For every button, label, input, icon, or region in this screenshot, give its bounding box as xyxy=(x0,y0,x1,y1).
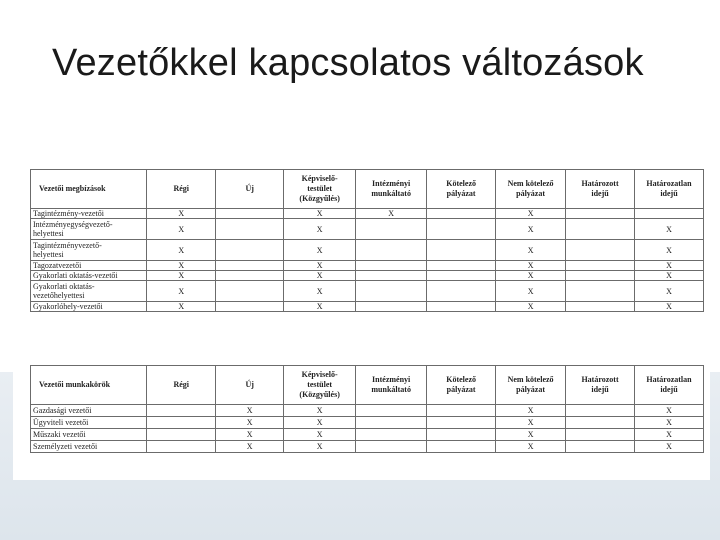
column-header: Régi xyxy=(147,366,216,405)
row-label: Gyakorlati oktatás-vezetői xyxy=(31,271,147,281)
table-cell: X xyxy=(356,209,427,219)
table-cell xyxy=(356,261,427,271)
table-cell: X xyxy=(635,271,704,281)
column-header: Intézményi munkáltató xyxy=(356,170,427,209)
column-header: Vezetői munkakörök xyxy=(31,366,147,405)
table-cell xyxy=(427,209,496,219)
table-cell xyxy=(566,271,635,281)
table-cell: X xyxy=(147,302,216,312)
row-label: Gazdasági vezetői xyxy=(31,405,147,417)
row-label: Gyakorlóhely-vezetői xyxy=(31,302,147,312)
table-cell xyxy=(216,219,284,240)
table-cell xyxy=(216,240,284,261)
table-cell xyxy=(566,261,635,271)
table-cell xyxy=(566,417,635,429)
table-cell xyxy=(566,429,635,441)
table-cell: X xyxy=(635,219,704,240)
table-cell xyxy=(356,417,427,429)
table-cell xyxy=(427,417,496,429)
table-cell xyxy=(427,261,496,271)
table-cell: X xyxy=(284,261,356,271)
table-cell: X xyxy=(635,405,704,417)
column-header: Határozatlan idejű xyxy=(635,170,704,209)
table-cell: X xyxy=(216,441,284,453)
table-row xyxy=(31,271,704,281)
column-header: Új xyxy=(216,366,284,405)
table-cell xyxy=(566,209,635,219)
table-cell xyxy=(427,240,496,261)
table-cell xyxy=(356,219,427,240)
table-cell: X xyxy=(496,271,566,281)
table-cell xyxy=(147,441,216,453)
table-cell: X xyxy=(147,240,216,261)
row-label: Ügyviteli vezetői xyxy=(31,417,147,429)
table-cell: X xyxy=(216,429,284,441)
column-header: Képviselő- testület (Közgyűlés) xyxy=(284,366,356,405)
table-cell xyxy=(356,429,427,441)
table-cell xyxy=(566,441,635,453)
table-cell xyxy=(566,219,635,240)
table-cell: X xyxy=(496,281,566,302)
table-cell: X xyxy=(496,302,566,312)
table-cell: X xyxy=(635,302,704,312)
column-header: Vezetői megbízások xyxy=(31,170,147,209)
table-cell: X xyxy=(216,417,284,429)
column-header: Határozatlan idejű xyxy=(635,366,704,405)
table-cell xyxy=(147,417,216,429)
row-label: Műszaki vezetői xyxy=(31,429,147,441)
table-cell xyxy=(147,429,216,441)
row-label: Tagozatvezetői xyxy=(31,261,147,271)
table-row xyxy=(31,302,704,312)
table-cell xyxy=(566,281,635,302)
column-header: Új xyxy=(216,170,284,209)
column-header: Kötelező pályázat xyxy=(427,170,496,209)
table-row xyxy=(31,240,704,261)
table-cell xyxy=(566,405,635,417)
table-cell xyxy=(427,441,496,453)
row-label: Tagintézmény-vezetői xyxy=(31,209,147,219)
table-cell: X xyxy=(635,261,704,271)
table-cell xyxy=(356,302,427,312)
table-cell xyxy=(147,405,216,417)
column-header: Kötelező pályázat xyxy=(427,366,496,405)
table-cell: X xyxy=(147,209,216,219)
table-cell: X xyxy=(496,429,566,441)
column-header: Képviselő- testület (Közgyűlés) xyxy=(284,170,356,209)
leadership-assignments-table xyxy=(30,169,704,312)
table-cell: X xyxy=(496,219,566,240)
column-header: Határozott idejű xyxy=(566,170,635,209)
table-row xyxy=(31,417,704,429)
row-label: Tagintézményvezető- helyettesi xyxy=(31,240,147,261)
column-header: Határozott idejű xyxy=(566,366,635,405)
row-label: Intézményegységvezető- helyettesi xyxy=(31,219,147,240)
row-label: Gyakorlati oktatás- vezetőhelyettesi xyxy=(31,281,147,302)
slide-title: Vezetőkkel kapcsolatos változások xyxy=(52,42,644,84)
table-cell: X xyxy=(496,441,566,453)
table-cell xyxy=(427,302,496,312)
table-cell: X xyxy=(147,261,216,271)
table-cell: X xyxy=(284,219,356,240)
table-cell xyxy=(427,429,496,441)
table-cell xyxy=(356,405,427,417)
table-cell: X xyxy=(496,261,566,271)
table-cell: X xyxy=(635,281,704,302)
table-cell: X xyxy=(147,281,216,302)
table-row xyxy=(31,441,704,453)
column-header: Nem kötelező pályázat xyxy=(496,366,566,405)
tables-panel xyxy=(13,145,710,480)
table-cell xyxy=(356,441,427,453)
leadership-positions-table xyxy=(30,365,704,453)
table-cell xyxy=(216,209,284,219)
table-row xyxy=(31,429,704,441)
table-row xyxy=(31,219,704,240)
table-cell: X xyxy=(284,281,356,302)
row-label: Személyzeti vezetői xyxy=(31,441,147,453)
table-row xyxy=(31,209,704,219)
table-cell: X xyxy=(284,405,356,417)
table-row xyxy=(31,261,704,271)
table-cell: X xyxy=(496,417,566,429)
table-cell: X xyxy=(635,240,704,261)
table-cell xyxy=(427,271,496,281)
table-cell xyxy=(216,281,284,302)
table-header-row xyxy=(31,366,704,405)
table-cell: X xyxy=(284,429,356,441)
table-cell: X xyxy=(496,209,566,219)
table-cell xyxy=(427,281,496,302)
table-cell: X xyxy=(284,441,356,453)
table-cell xyxy=(427,405,496,417)
table-cell xyxy=(356,271,427,281)
table-cell xyxy=(356,240,427,261)
table-cell: X xyxy=(635,429,704,441)
table-cell: X xyxy=(284,240,356,261)
table-cell: X xyxy=(147,219,216,240)
table-cell: X xyxy=(496,240,566,261)
table-cell: X xyxy=(635,417,704,429)
table-cell xyxy=(356,281,427,302)
table-row xyxy=(31,405,704,417)
table-cell: X xyxy=(284,209,356,219)
table-cell xyxy=(635,209,704,219)
table-cell: X xyxy=(284,417,356,429)
table-cell xyxy=(216,271,284,281)
table-cell: X xyxy=(216,405,284,417)
table-cell xyxy=(216,261,284,271)
table-cell xyxy=(566,240,635,261)
table-row xyxy=(31,281,704,302)
table-cell: X xyxy=(496,405,566,417)
table-cell: X xyxy=(147,271,216,281)
table-cell: X xyxy=(635,441,704,453)
table-cell xyxy=(427,219,496,240)
column-header: Régi xyxy=(147,170,216,209)
table-header-row xyxy=(31,170,704,209)
table-cell xyxy=(566,302,635,312)
table-cell: X xyxy=(284,302,356,312)
column-header: Nem kötelező pályázat xyxy=(496,170,566,209)
table-cell xyxy=(216,302,284,312)
column-header: Intézményi munkáltató xyxy=(356,366,427,405)
table-cell: X xyxy=(284,271,356,281)
